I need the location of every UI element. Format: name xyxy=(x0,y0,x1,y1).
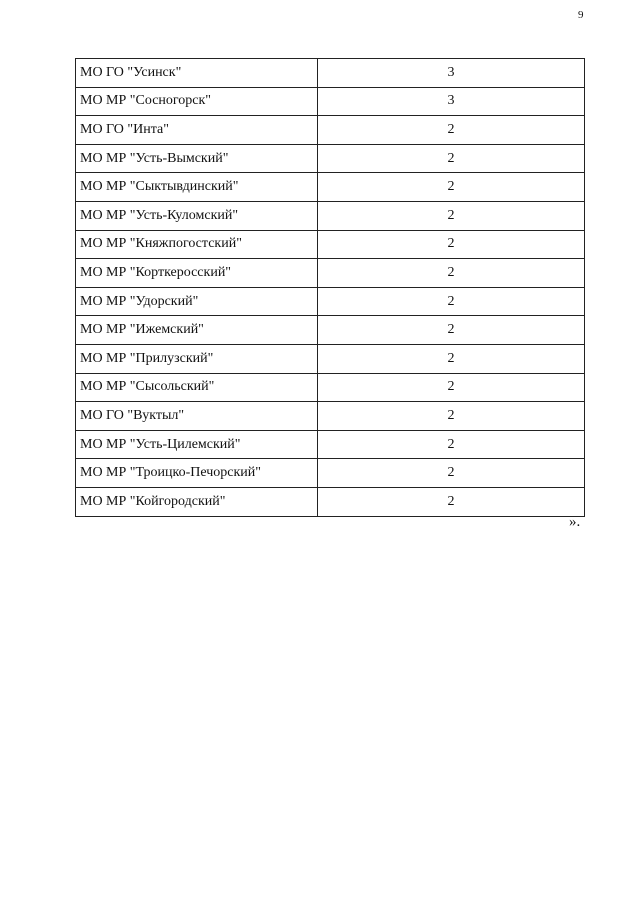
table-row xyxy=(76,344,585,373)
municipality-name-cell: МО МР "Сысольский" xyxy=(76,373,318,402)
value-cell: 2 xyxy=(318,144,585,173)
value-cell: 2 xyxy=(318,373,585,402)
table-row xyxy=(76,259,585,288)
municipality-name-cell: МО ГО "Инта" xyxy=(76,116,318,145)
municipality-name-cell: МО ГО "Усинск" xyxy=(76,59,318,88)
table-row xyxy=(76,402,585,431)
municipality-name-cell: МО МР "Удорский" xyxy=(76,287,318,316)
table-row xyxy=(76,459,585,488)
table-row xyxy=(76,230,585,259)
value-cell: 2 xyxy=(318,173,585,202)
table-row xyxy=(76,116,585,145)
value-cell: 2 xyxy=(318,201,585,230)
table-row xyxy=(76,87,585,116)
municipality-name-cell: МО МР "Прилузский" xyxy=(76,344,318,373)
municipality-name-cell: МО МР "Ижемский" xyxy=(76,316,318,345)
page-number: 9 xyxy=(578,9,584,21)
municipality-name-cell: МО МР "Княжпогостский" xyxy=(76,230,318,259)
value-cell: 2 xyxy=(318,344,585,373)
value-cell: 2 xyxy=(318,230,585,259)
municipality-name-cell: МО МР "Троицко-Печорский" xyxy=(76,459,318,488)
table-row xyxy=(76,201,585,230)
value-cell: 2 xyxy=(318,116,585,145)
value-cell: 2 xyxy=(318,287,585,316)
municipality-name-cell: МО МР "Сыктывдинский" xyxy=(76,173,318,202)
table-row xyxy=(76,144,585,173)
municipality-table xyxy=(75,58,585,517)
value-cell: 3 xyxy=(318,59,585,88)
value-cell: 2 xyxy=(318,430,585,459)
municipality-name-cell: МО МР "Сосногорск" xyxy=(76,87,318,116)
table-body xyxy=(76,59,585,517)
municipality-name-cell: МО МР "Усть-Куломский" xyxy=(76,201,318,230)
value-cell: 2 xyxy=(318,259,585,288)
value-cell: 2 xyxy=(318,316,585,345)
table-row xyxy=(76,59,585,88)
municipality-name-cell: МО МР "Усть-Цилемский" xyxy=(76,430,318,459)
municipality-name-cell: МО МР "Корткеросский" xyxy=(76,259,318,288)
table-row xyxy=(76,287,585,316)
table-row xyxy=(76,316,585,345)
municipality-name-cell: МО МР "Усть-Вымский" xyxy=(76,144,318,173)
value-cell: 2 xyxy=(318,459,585,488)
table-row xyxy=(76,173,585,202)
table-row xyxy=(76,430,585,459)
closing-quote-mark: ». xyxy=(569,514,581,530)
municipality-name-cell: МО ГО "Вуктыл" xyxy=(76,402,318,431)
value-cell: 2 xyxy=(318,402,585,431)
table-row xyxy=(76,487,585,516)
municipality-name-cell: МО МР "Койгородский" xyxy=(76,487,318,516)
value-cell: 3 xyxy=(318,87,585,116)
table-row xyxy=(76,373,585,402)
value-cell: 2 xyxy=(318,487,585,516)
